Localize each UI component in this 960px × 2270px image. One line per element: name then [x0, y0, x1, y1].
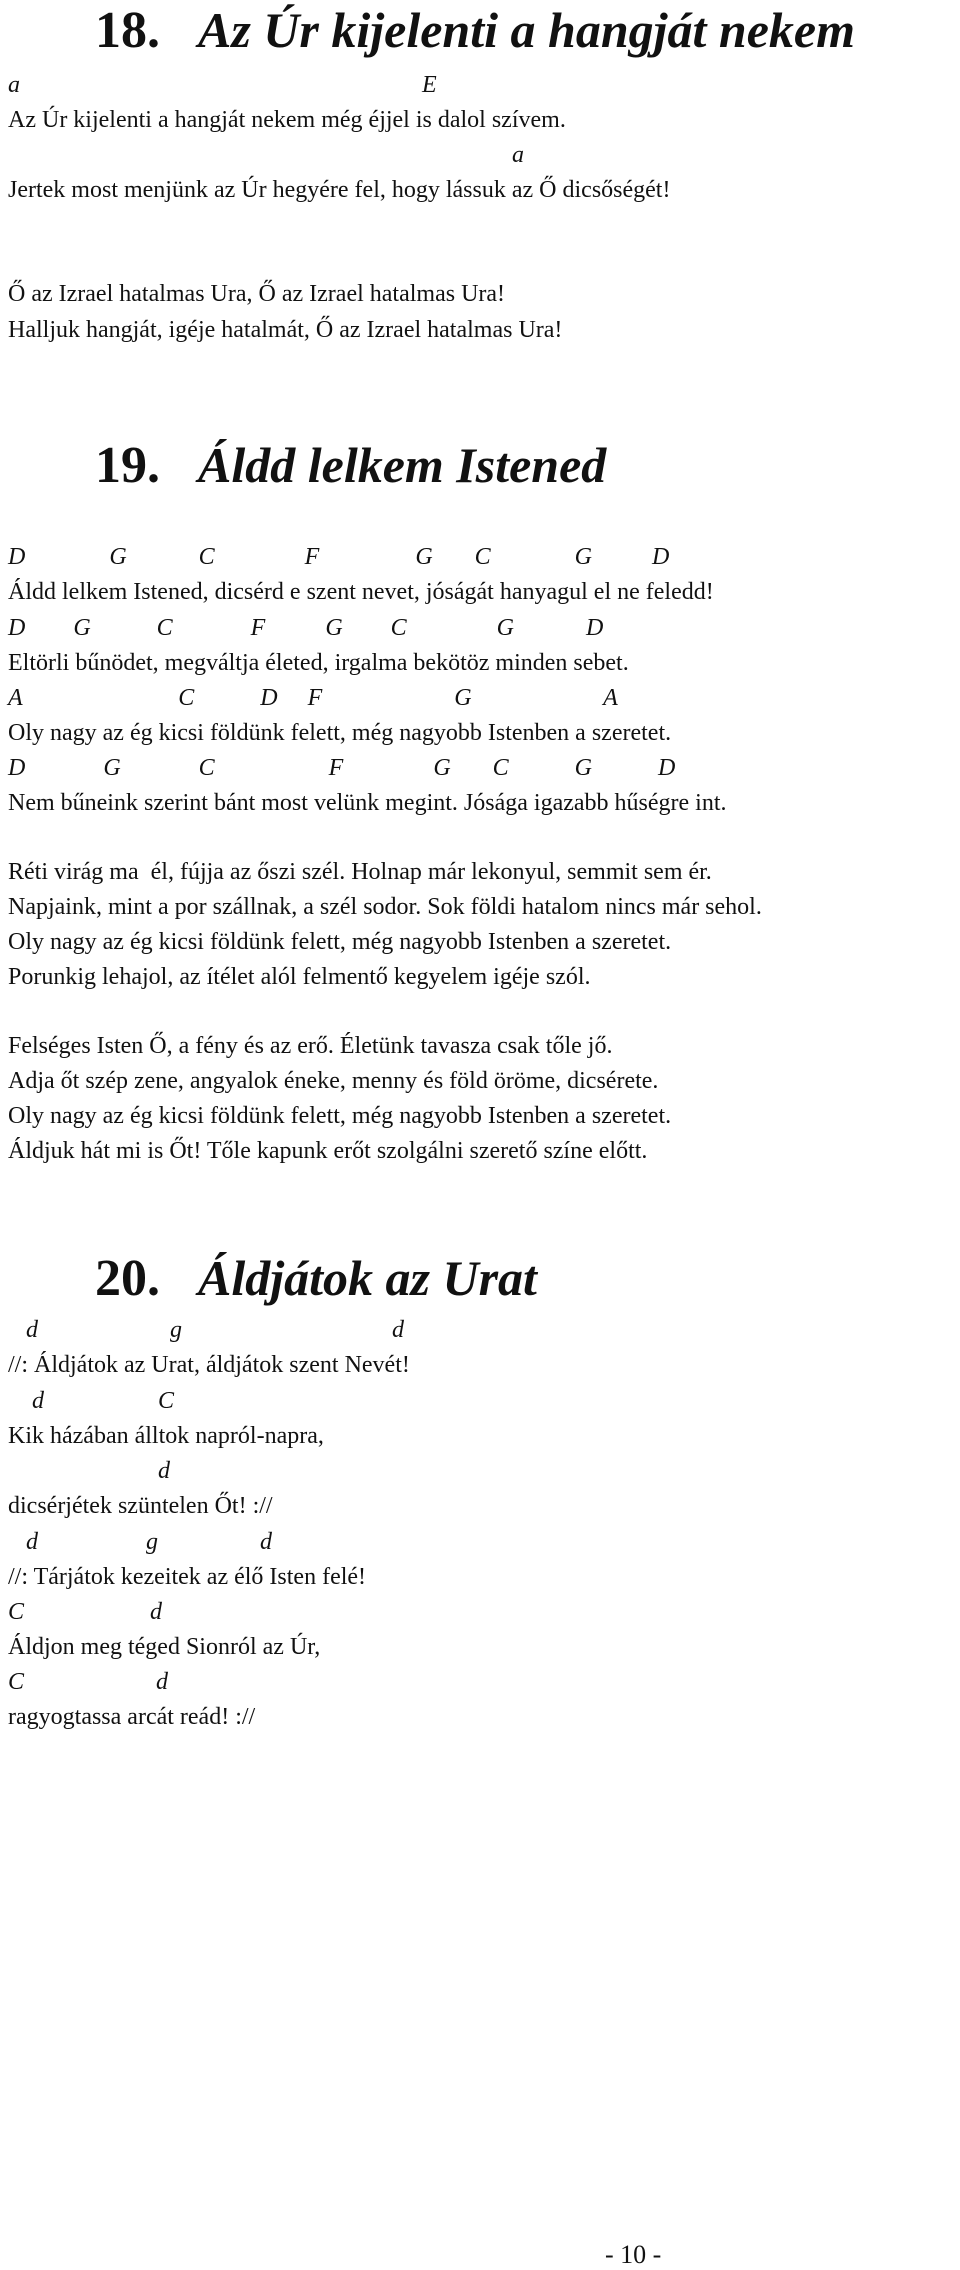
song-number: 20.	[95, 1250, 160, 1307]
lyric-line: Áldd lelkem Istened, dicsérd e szent nevet, jóságát hanyagul el ne feledd!	[8, 579, 714, 605]
lyric-line: Eltörli bűnödet, megváltja életed, irgalma bekötöz minden sebet.	[8, 650, 629, 676]
lyric-line: Halljuk hangját, igéje hatalmát, Ő az Izrael hatalmas Ura!	[8, 317, 563, 343]
lyric-line: Napjaink, mint a por szállnak, a szél sodor. Sok földi hatalom nincs már sehol.	[8, 894, 762, 920]
song-number: 19.	[95, 437, 160, 494]
chord-line: a	[8, 142, 524, 168]
song-title-19	[95, 437, 607, 494]
lyric-line: Réti virág ma él, fújja az őszi szél. Holnap már lekonyul, semmit sem ér.	[8, 859, 712, 885]
chord-line: d g d	[8, 1317, 404, 1343]
lyric-line: Kik házában álltok napról-napra,	[8, 1423, 324, 1449]
song-title-20	[95, 1250, 537, 1307]
song-title-18	[95, 2, 856, 59]
lyric-line: Oly nagy az ég kicsi földünk felett, még nagyobb Istenben a szeretet.	[8, 929, 672, 955]
chord-line: d C	[8, 1388, 175, 1414]
lyric-line: dicsérjétek szüntelen Őt! ://	[8, 1493, 273, 1519]
lyric-line: Porunkig lehajol, az ítélet alól felmentő kegyelem igéje szól.	[8, 964, 591, 990]
chord-line: A C D F G A	[8, 685, 618, 711]
song-name: Az Úr kijelenti a hangját nekem	[198, 2, 856, 58]
lyric-line: //: Tárjátok kezeitek az élő Isten felé!	[8, 1564, 367, 1590]
lyric-line: Nem bűneink szerint bánt most velünk megint. Jósága igazabb hűségre int.	[8, 790, 727, 816]
chord-line: D G C F G C G D	[8, 755, 676, 781]
lyric-line: Áldjon meg téged Sionról az Úr,	[8, 1634, 321, 1660]
page-number: - 10 -	[605, 2240, 662, 2269]
chord-line: D G C F G C G D	[8, 615, 604, 641]
lyric-line: Oly nagy az ég kicsi földünk felett, még nagyobb Istenben a szeretet.	[8, 1103, 672, 1129]
lyric-line: Ő az Izrael hatalmas Ura, Ő az Izrael hatalmas Ura!	[8, 281, 506, 307]
lyric-line: Az Úr kijelenti a hangját nekem még éjjel is dalol szívem.	[8, 107, 566, 133]
chord-line: C d	[8, 1669, 169, 1695]
chord-line: C d	[8, 1599, 163, 1625]
song-number: 18.	[95, 2, 160, 59]
lyric-line: ragyogtassa arcát reád! ://	[8, 1704, 256, 1730]
chord-line: D G C F G C G D	[8, 544, 670, 570]
lyric-line: Áldjuk hát mi is Őt! Tőle kapunk erőt szolgálni szerető színe előtt.	[8, 1138, 648, 1164]
song-name: Áldd lelkem Istened	[198, 437, 607, 493]
song-name: Áldjátok az Urat	[198, 1250, 537, 1306]
lyric-line: Adja őt szép zene, angyalok éneke, menny és föld örömе, dicsérete.	[8, 1068, 659, 1094]
lyric-line: //: Áldjátok az Urat, áldjátok szent Nevét!	[8, 1352, 410, 1378]
chord-line: a E	[8, 72, 437, 98]
lyric-line: Felséges Isten Ő, a fény és az erő. Életünk tavasza csak tőle jő.	[8, 1033, 613, 1059]
chord-line: d g d	[8, 1529, 272, 1555]
chord-line: d	[8, 1458, 170, 1484]
lyric-line: Jertek most menjünk az Úr hegyére fel, hogy lássuk az Ő dicsőségét!	[8, 177, 671, 203]
lyric-line: Oly nagy az ég kicsi földünk felett, még nagyobb Istenben a szeretet.	[8, 720, 672, 746]
